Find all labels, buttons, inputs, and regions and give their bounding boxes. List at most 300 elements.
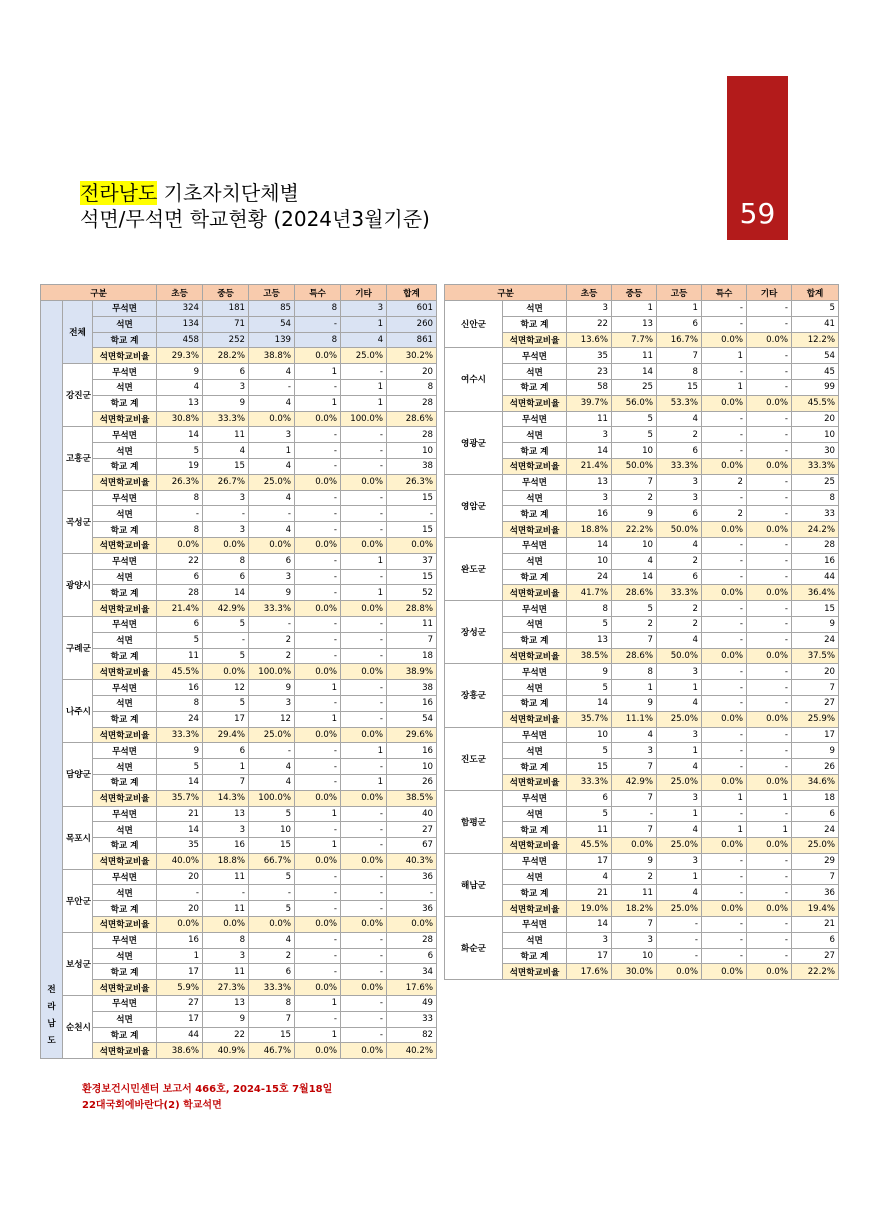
table-row: [445, 316, 839, 332]
table-row: [41, 427, 437, 443]
table-row: [41, 348, 437, 364]
value-cell: -: [747, 948, 792, 964]
value-cell: 54: [249, 316, 295, 332]
value-cell: -: [657, 917, 702, 933]
value-cell: -: [341, 427, 387, 443]
value-cell: 26: [387, 774, 437, 790]
value-cell: 0.0%: [747, 332, 792, 348]
value-cell: 17: [203, 711, 249, 727]
table-row: [445, 774, 839, 790]
row-label: 학교 계: [93, 522, 157, 538]
row-label: 석면학교비율: [93, 727, 157, 743]
value-cell: -: [295, 585, 341, 601]
value-cell: 5: [157, 759, 203, 775]
value-cell: -: [747, 885, 792, 901]
value-cell: 6: [792, 806, 839, 822]
value-cell: -: [295, 632, 341, 648]
row-label: 무석면: [93, 616, 157, 632]
value-cell: -: [295, 522, 341, 538]
value-cell: 0.0%: [612, 838, 657, 854]
value-cell: 3: [657, 853, 702, 869]
value-cell: 0.0%: [387, 537, 437, 553]
value-cell: -: [295, 948, 341, 964]
value-cell: 11: [203, 869, 249, 885]
value-cell: -: [702, 680, 747, 696]
table-row: [445, 395, 839, 411]
row-label: 석면: [93, 695, 157, 711]
table-row: [445, 537, 839, 553]
value-cell: 12.2%: [792, 332, 839, 348]
table-row: [41, 838, 437, 854]
table-row: [445, 443, 839, 459]
value-cell: 0.0%: [341, 537, 387, 553]
value-cell: 100.0%: [249, 664, 295, 680]
value-cell: 20: [157, 901, 203, 917]
value-cell: 0.0%: [295, 1043, 341, 1059]
row-label: 무석면: [503, 727, 567, 743]
value-cell: 17: [567, 948, 612, 964]
value-cell: 4: [612, 727, 657, 743]
value-cell: 11: [612, 348, 657, 364]
table-row: [445, 522, 839, 538]
value-cell: 1: [341, 553, 387, 569]
value-cell: 5: [203, 695, 249, 711]
value-cell: 41: [792, 316, 839, 332]
table-row: [41, 585, 437, 601]
row-label: 무석면: [93, 301, 157, 317]
value-cell: -: [702, 616, 747, 632]
table-row: [41, 727, 437, 743]
value-cell: -: [747, 411, 792, 427]
value-cell: 601: [387, 301, 437, 317]
region-name: 해남군: [445, 853, 503, 916]
row-label: 학교 계: [93, 585, 157, 601]
table-row: [41, 506, 437, 522]
row-label: 학교 계: [503, 379, 567, 395]
value-cell: 0.0%: [203, 917, 249, 933]
row-label: 석면학교비율: [93, 853, 157, 869]
value-cell: 8: [612, 664, 657, 680]
value-cell: -: [341, 364, 387, 380]
value-cell: 33.3%: [567, 774, 612, 790]
value-cell: -: [702, 553, 747, 569]
value-cell: 14: [203, 585, 249, 601]
value-cell: 4: [203, 443, 249, 459]
value-cell: 6: [567, 790, 612, 806]
value-cell: 1: [702, 790, 747, 806]
value-cell: 0.0%: [341, 980, 387, 996]
table-row: [445, 680, 839, 696]
row-label: 석면학교비율: [93, 601, 157, 617]
table-row: [445, 853, 839, 869]
value-cell: 3: [203, 822, 249, 838]
region-name: 장성군: [445, 601, 503, 664]
value-cell: 29: [792, 853, 839, 869]
value-cell: 37: [387, 553, 437, 569]
table-row: [445, 932, 839, 948]
value-cell: 0.0%: [702, 964, 747, 980]
value-cell: 58: [567, 379, 612, 395]
value-cell: -: [295, 885, 341, 901]
value-cell: -: [747, 379, 792, 395]
value-cell: 9: [792, 616, 839, 632]
value-cell: 3: [203, 948, 249, 964]
region-name: 목포시: [63, 806, 93, 869]
value-cell: -: [341, 695, 387, 711]
row-label: 무석면: [93, 869, 157, 885]
value-cell: 38.5%: [387, 790, 437, 806]
table-row: [41, 869, 437, 885]
value-cell: -: [747, 932, 792, 948]
row-label: 학교 계: [503, 885, 567, 901]
value-cell: 4: [657, 411, 702, 427]
row-label: 석면학교비율: [93, 411, 157, 427]
value-cell: -: [702, 885, 747, 901]
value-cell: 15: [657, 379, 702, 395]
value-cell: -: [295, 822, 341, 838]
table-row: [445, 569, 839, 585]
table-row: [41, 822, 437, 838]
table-row: [41, 1043, 437, 1059]
value-cell: 0.0%: [702, 648, 747, 664]
value-cell: 0.0%: [295, 790, 341, 806]
value-cell: 0.0%: [702, 332, 747, 348]
value-cell: 4: [249, 458, 295, 474]
value-cell: 13: [203, 996, 249, 1012]
value-cell: 26: [792, 759, 839, 775]
value-cell: 0.0%: [747, 395, 792, 411]
value-cell: 0.0%: [203, 664, 249, 680]
row-label: 무석면: [93, 743, 157, 759]
value-cell: 6: [657, 316, 702, 332]
value-cell: -: [747, 601, 792, 617]
value-cell: 16: [157, 680, 203, 696]
value-cell: 53.3%: [657, 395, 702, 411]
value-cell: 5: [567, 806, 612, 822]
value-cell: -: [387, 506, 437, 522]
header-middle: 중등: [612, 285, 657, 301]
value-cell: 15: [387, 522, 437, 538]
row-label: 석면: [503, 553, 567, 569]
value-cell: -: [295, 759, 341, 775]
value-cell: 38.5%: [567, 648, 612, 664]
value-cell: 19.4%: [792, 901, 839, 917]
title-line-1-rest: 기초자치단체별: [163, 181, 299, 205]
region-name: 담양군: [63, 743, 93, 806]
row-label: 학교 계: [503, 695, 567, 711]
value-cell: 1: [295, 364, 341, 380]
value-cell: 3: [341, 301, 387, 317]
row-label: 석면: [503, 301, 567, 317]
value-cell: 19: [157, 458, 203, 474]
value-cell: -: [702, 411, 747, 427]
value-cell: 0.0%: [203, 537, 249, 553]
row-label: 석면학교비율: [503, 395, 567, 411]
value-cell: 0.0%: [702, 901, 747, 917]
value-cell: 25.0%: [657, 711, 702, 727]
value-cell: 66.7%: [249, 853, 295, 869]
value-cell: 5: [792, 301, 839, 317]
header-high: 고등: [657, 285, 702, 301]
value-cell: 3: [249, 569, 295, 585]
table-row: [41, 569, 437, 585]
value-cell: -: [702, 364, 747, 380]
value-cell: -: [341, 522, 387, 538]
value-cell: 8: [295, 301, 341, 317]
value-cell: -: [295, 490, 341, 506]
right-school-table: [444, 284, 839, 980]
value-cell: 12: [249, 711, 295, 727]
row-label: 무석면: [503, 348, 567, 364]
value-cell: 18.8%: [203, 853, 249, 869]
table-row: [445, 759, 839, 775]
value-cell: 2: [702, 506, 747, 522]
value-cell: 0.0%: [702, 458, 747, 474]
region-name: 순천시: [63, 996, 93, 1059]
value-cell: 1: [702, 348, 747, 364]
value-cell: 17: [792, 727, 839, 743]
row-label: 석면학교비율: [93, 980, 157, 996]
value-cell: 14: [567, 695, 612, 711]
value-cell: 1: [341, 395, 387, 411]
value-cell: 18.2%: [612, 901, 657, 917]
value-cell: 9: [203, 1011, 249, 1027]
table-row: [41, 316, 437, 332]
title-highlight: 전라남도: [80, 181, 158, 205]
value-cell: 10: [612, 537, 657, 553]
value-cell: -: [747, 680, 792, 696]
value-cell: 1: [702, 822, 747, 838]
row-label: 석면학교비율: [93, 917, 157, 933]
value-cell: 5: [249, 869, 295, 885]
value-cell: 3: [203, 522, 249, 538]
table-row: [445, 806, 839, 822]
value-cell: -: [295, 774, 341, 790]
value-cell: 1: [657, 869, 702, 885]
value-cell: -: [702, 695, 747, 711]
value-cell: 0.0%: [249, 537, 295, 553]
value-cell: 37.5%: [792, 648, 839, 664]
value-cell: -: [341, 711, 387, 727]
value-cell: -: [295, 901, 341, 917]
region-name: 영광군: [445, 411, 503, 474]
value-cell: 9: [792, 743, 839, 759]
table-row: [445, 822, 839, 838]
value-cell: 25.0%: [792, 838, 839, 854]
value-cell: 10: [249, 822, 295, 838]
value-cell: 8: [157, 695, 203, 711]
value-cell: 0.0%: [747, 585, 792, 601]
value-cell: 2: [612, 616, 657, 632]
value-cell: 35.7%: [567, 711, 612, 727]
row-label: 석면: [93, 822, 157, 838]
value-cell: 1: [747, 822, 792, 838]
row-label: 석면: [93, 948, 157, 964]
value-cell: 33: [387, 1011, 437, 1027]
value-cell: 28: [387, 427, 437, 443]
value-cell: 3: [203, 379, 249, 395]
value-cell: -: [203, 632, 249, 648]
footer-line-1: 환경보건시민센터 보고서 466호, 2024-15호 7월18일: [82, 1084, 333, 1095]
value-cell: 20: [792, 664, 839, 680]
header-middle: 중등: [203, 285, 249, 301]
title-line-2: 석면/무석면 학교현황 (2024년3월기준): [80, 207, 430, 231]
value-cell: 1: [657, 743, 702, 759]
value-cell: 22.2%: [792, 964, 839, 980]
value-cell: 40: [387, 806, 437, 822]
row-label: 석면학교비율: [93, 537, 157, 553]
value-cell: 12: [203, 680, 249, 696]
value-cell: 8: [295, 332, 341, 348]
table-row: [41, 964, 437, 980]
value-cell: -: [295, 932, 341, 948]
table-row: [445, 664, 839, 680]
value-cell: 5: [567, 616, 612, 632]
value-cell: -: [747, 364, 792, 380]
value-cell: 33.3%: [203, 411, 249, 427]
value-cell: 38.8%: [249, 348, 295, 364]
value-cell: 46.7%: [249, 1043, 295, 1059]
value-cell: 54: [792, 348, 839, 364]
value-cell: 1: [657, 806, 702, 822]
value-cell: 15: [567, 759, 612, 775]
value-cell: 3: [657, 790, 702, 806]
value-cell: 14: [567, 443, 612, 459]
value-cell: 16: [387, 743, 437, 759]
value-cell: 30: [792, 443, 839, 459]
row-label: 학교 계: [503, 316, 567, 332]
value-cell: 9: [249, 585, 295, 601]
value-cell: 8: [157, 490, 203, 506]
value-cell: -: [249, 885, 295, 901]
value-cell: -: [702, 301, 747, 317]
value-cell: -: [747, 348, 792, 364]
value-cell: 28.6%: [612, 648, 657, 664]
row-label: 석면: [503, 932, 567, 948]
header-group: 구분: [445, 285, 567, 301]
value-cell: 5: [203, 648, 249, 664]
value-cell: 21: [567, 885, 612, 901]
region-name: 장흥군: [445, 664, 503, 727]
value-cell: -: [747, 806, 792, 822]
value-cell: 7: [612, 474, 657, 490]
table-row: [41, 364, 437, 380]
table-row: [41, 648, 437, 664]
value-cell: 3: [249, 695, 295, 711]
value-cell: -: [702, 443, 747, 459]
value-cell: 27: [792, 695, 839, 711]
value-cell: 6: [203, 743, 249, 759]
table-row: [445, 948, 839, 964]
value-cell: -: [747, 316, 792, 332]
value-cell: 33.3%: [657, 458, 702, 474]
value-cell: 0.0%: [341, 1043, 387, 1059]
value-cell: 2: [657, 601, 702, 617]
value-cell: 29.6%: [387, 727, 437, 743]
value-cell: 0.0%: [295, 601, 341, 617]
value-cell: 3: [567, 301, 612, 317]
value-cell: 41.7%: [567, 585, 612, 601]
row-label: 무석면: [93, 806, 157, 822]
value-cell: -: [702, 664, 747, 680]
header-total: 합계: [387, 285, 437, 301]
value-cell: 14: [567, 917, 612, 933]
value-cell: -: [341, 648, 387, 664]
value-cell: 1: [157, 948, 203, 964]
table-row: [41, 948, 437, 964]
value-cell: 25.0%: [657, 774, 702, 790]
region-name: 광양시: [63, 553, 93, 616]
value-cell: -: [702, 490, 747, 506]
row-label: 석면: [93, 885, 157, 901]
row-label: 무석면: [93, 364, 157, 380]
row-label: 무석면: [93, 680, 157, 696]
value-cell: 14: [612, 569, 657, 585]
value-cell: 45.5%: [567, 838, 612, 854]
table-row: [445, 364, 839, 380]
table-row: [41, 490, 437, 506]
table-row: [445, 474, 839, 490]
value-cell: 13: [157, 395, 203, 411]
value-cell: 40.9%: [203, 1043, 249, 1059]
table-row: [445, 332, 839, 348]
value-cell: 5: [157, 632, 203, 648]
value-cell: 6: [157, 569, 203, 585]
value-cell: 861: [387, 332, 437, 348]
row-label: 석면: [93, 506, 157, 522]
value-cell: -: [747, 443, 792, 459]
header-special: 특수: [295, 285, 341, 301]
row-label: 석면: [93, 759, 157, 775]
value-cell: -: [341, 443, 387, 459]
value-cell: -: [341, 490, 387, 506]
value-cell: 7: [612, 632, 657, 648]
row-label: 학교 계: [503, 822, 567, 838]
row-label: 석면학교비율: [503, 585, 567, 601]
value-cell: 28: [387, 395, 437, 411]
value-cell: 44: [157, 1027, 203, 1043]
value-cell: 1: [295, 996, 341, 1012]
row-label: 무석면: [503, 790, 567, 806]
region-name: 화순군: [445, 917, 503, 980]
value-cell: 24: [792, 822, 839, 838]
value-cell: 25.9%: [792, 711, 839, 727]
value-cell: 28.6%: [387, 411, 437, 427]
value-cell: 38: [387, 458, 437, 474]
value-cell: -: [747, 506, 792, 522]
value-cell: 3: [657, 474, 702, 490]
value-cell: 1: [612, 680, 657, 696]
row-label: 무석면: [503, 664, 567, 680]
value-cell: 9: [157, 364, 203, 380]
region-name: 고흥군: [63, 427, 93, 490]
value-cell: 33.3%: [792, 458, 839, 474]
table-row: [445, 411, 839, 427]
table-row: [41, 759, 437, 775]
row-label: 석면학교비율: [503, 838, 567, 854]
row-label: 학교 계: [503, 759, 567, 775]
table-row: [41, 522, 437, 538]
row-label: 석면: [503, 869, 567, 885]
value-cell: -: [747, 664, 792, 680]
row-label: 학교 계: [503, 948, 567, 964]
row-label: 석면: [503, 806, 567, 822]
row-label: 석면: [503, 743, 567, 759]
value-cell: -: [702, 759, 747, 775]
table-row: [41, 1011, 437, 1027]
province-label: 전 라 남 도: [41, 301, 63, 1059]
value-cell: 11: [203, 964, 249, 980]
